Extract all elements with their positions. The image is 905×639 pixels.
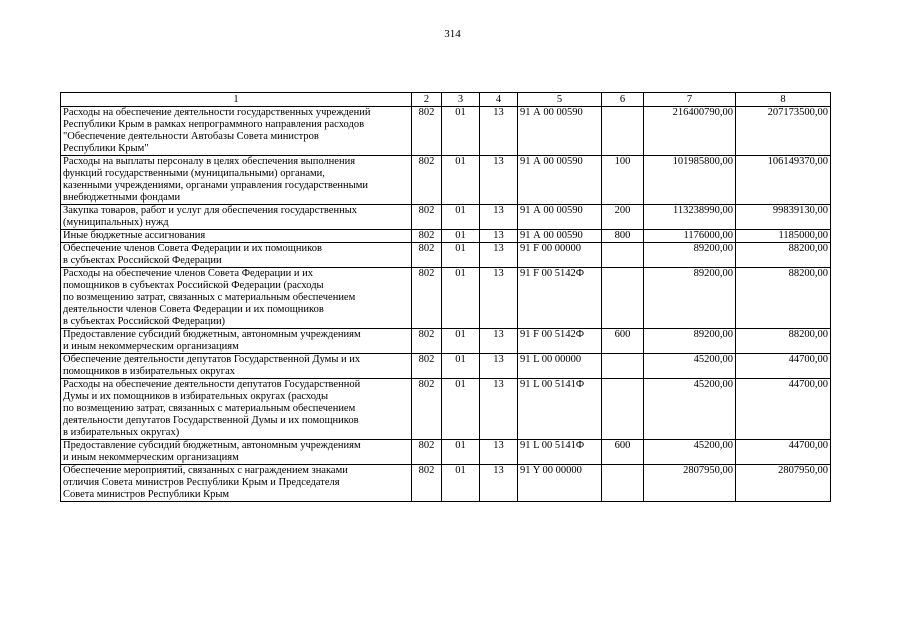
row-amount-year-1: 216400790,00 [644, 107, 736, 156]
header-col-3: 3 [442, 93, 480, 107]
row-subsection-code: 13 [480, 329, 518, 354]
row-amount-year-1: 89200,00 [644, 243, 736, 268]
row-amount-year-2: 44700,00 [736, 440, 831, 465]
row-target-article: 91 L 00 5141Ф [518, 440, 602, 465]
row-expense-type [602, 379, 644, 440]
header-col-2: 2 [412, 93, 442, 107]
table-row [61, 107, 831, 156]
row-target-article: 91 L 00 00000 [518, 354, 602, 379]
row-expense-type [602, 354, 644, 379]
row-amount-year-2: 88200,00 [736, 329, 831, 354]
row-ministry-code: 802 [412, 354, 442, 379]
row-amount-year-2: 88200,00 [736, 268, 831, 329]
row-name: Расходы на обеспечение деятельности государственных учреждений Республики Крым в рамках непрограммного направления расходов "Обеспечение деятельности Автобазы Совета министров Республики Крым" [61, 107, 412, 156]
row-amount-year-1: 101985800,00 [644, 156, 736, 205]
row-subsection-code: 13 [480, 205, 518, 230]
row-section-code: 01 [442, 243, 480, 268]
row-amount-year-2: 99839130,00 [736, 205, 831, 230]
row-amount-year-1: 89200,00 [644, 268, 736, 329]
row-section-code: 01 [442, 440, 480, 465]
row-expense-type [602, 465, 644, 502]
row-name: Предоставление субсидий бюджетным, автономным учреждениям и иным некоммерческим организациям [61, 440, 412, 465]
row-name: Расходы на выплаты персоналу в целях обеспечения выполнения функций государственными (муниципальными) органами, казенными учреждениями, органами управления государственными внебюджетными фондами [61, 156, 412, 205]
table-row [61, 268, 831, 329]
table-row [61, 329, 831, 354]
row-amount-year-1: 45200,00 [644, 379, 736, 440]
row-section-code: 01 [442, 205, 480, 230]
row-expense-type [602, 107, 644, 156]
row-subsection-code: 13 [480, 230, 518, 243]
row-target-article: 91 F 00 5142Ф [518, 329, 602, 354]
row-expense-type: 600 [602, 329, 644, 354]
table-row [61, 230, 831, 243]
row-amount-year-2: 207173500,00 [736, 107, 831, 156]
row-subsection-code: 13 [480, 465, 518, 502]
row-section-code: 01 [442, 268, 480, 329]
row-name: Иные бюджетные ассигнования [61, 230, 412, 243]
row-ministry-code: 802 [412, 243, 442, 268]
row-section-code: 01 [442, 230, 480, 243]
header-col-5: 5 [518, 93, 602, 107]
row-name: Расходы на обеспечение членов Совета Федерации и их помощников в субъектах Российской Федерации (расходы по возмещению затрат, связанных с материальным обеспечением деятельности членов Совета Федерации и их помощников в субъектах Российской Федерации) [61, 268, 412, 329]
row-name: Обеспечение членов Совета Федерации и их помощников в субъектах Российской Федерации [61, 243, 412, 268]
row-subsection-code: 13 [480, 379, 518, 440]
row-amount-year-1: 89200,00 [644, 329, 736, 354]
header-row [61, 93, 831, 107]
row-name: Обеспечение деятельности депутатов Государственной Думы и их помощников в избирательных округах [61, 354, 412, 379]
row-target-article: 91 А 00 00590 [518, 205, 602, 230]
row-name: Расходы на обеспечение деятельности депутатов Государственной Думы и их помощников в избирательных округах (расходы по возмещению затрат, связанных с материальным обеспечением деятельности депутатов Государственной Думы и их помощников в избирательных округах) [61, 379, 412, 440]
row-target-article: 91 А 00 00590 [518, 107, 602, 156]
budget-table [60, 92, 831, 502]
row-ministry-code: 802 [412, 329, 442, 354]
row-name: Предоставление субсидий бюджетным, автономным учреждениям и иным некоммерческим организациям [61, 329, 412, 354]
table-row [61, 379, 831, 440]
row-ministry-code: 802 [412, 205, 442, 230]
row-target-article: 91 F 00 00000 [518, 243, 602, 268]
row-section-code: 01 [442, 465, 480, 502]
header-col-8: 8 [736, 93, 831, 107]
row-expense-type: 600 [602, 440, 644, 465]
table-row [61, 205, 831, 230]
row-subsection-code: 13 [480, 440, 518, 465]
row-subsection-code: 13 [480, 243, 518, 268]
row-expense-type: 100 [602, 156, 644, 205]
row-section-code: 01 [442, 329, 480, 354]
row-amount-year-1: 45200,00 [644, 354, 736, 379]
row-amount-year-2: 44700,00 [736, 379, 831, 440]
row-amount-year-2: 1185000,00 [736, 230, 831, 243]
row-amount-year-2: 106149370,00 [736, 156, 831, 205]
row-target-article: 91 А 00 00590 [518, 156, 602, 205]
row-amount-year-1: 45200,00 [644, 440, 736, 465]
row-subsection-code: 13 [480, 107, 518, 156]
header-col-6: 6 [602, 93, 644, 107]
row-amount-year-1: 113238990,00 [644, 205, 736, 230]
row-ministry-code: 802 [412, 465, 442, 502]
row-name: Обеспечение мероприятий, связанных с награждением знаками отличия Совета министров Республики Крым и Председателя Совета министров Республики Крым [61, 465, 412, 502]
header-col-7: 7 [644, 93, 736, 107]
row-target-article: 91 F 00 5142Ф [518, 268, 602, 329]
row-amount-year-2: 44700,00 [736, 354, 831, 379]
row-ministry-code: 802 [412, 230, 442, 243]
row-ministry-code: 802 [412, 268, 442, 329]
row-ministry-code: 802 [412, 379, 442, 440]
row-section-code: 01 [442, 107, 480, 156]
table-row [61, 243, 831, 268]
table-row [61, 440, 831, 465]
row-name: Закупка товаров, работ и услуг для обеспечения государственных (муниципальных) нужд [61, 205, 412, 230]
row-amount-year-2: 88200,00 [736, 243, 831, 268]
row-subsection-code: 13 [480, 268, 518, 329]
row-subsection-code: 13 [480, 354, 518, 379]
row-amount-year-2: 2807950,00 [736, 465, 831, 502]
header-col-4: 4 [480, 93, 518, 107]
table-row [61, 354, 831, 379]
row-amount-year-1: 1176000,00 [644, 230, 736, 243]
row-expense-type [602, 268, 644, 329]
row-section-code: 01 [442, 156, 480, 205]
table-body [61, 107, 831, 502]
table-row [61, 156, 831, 205]
row-section-code: 01 [442, 379, 480, 440]
row-expense-type: 200 [602, 205, 644, 230]
page-number: 314 [444, 28, 461, 40]
row-ministry-code: 802 [412, 107, 442, 156]
row-section-code: 01 [442, 354, 480, 379]
row-target-article: 91 L 00 5141Ф [518, 379, 602, 440]
row-expense-type [602, 243, 644, 268]
row-expense-type: 800 [602, 230, 644, 243]
row-subsection-code: 13 [480, 156, 518, 205]
header-col-1: 1 [61, 93, 412, 107]
table-row [61, 465, 831, 502]
row-amount-year-1: 2807950,00 [644, 465, 736, 502]
row-target-article: 91 А 00 00590 [518, 230, 602, 243]
row-target-article: 91 Y 00 00000 [518, 465, 602, 502]
row-ministry-code: 802 [412, 440, 442, 465]
row-ministry-code: 802 [412, 156, 442, 205]
